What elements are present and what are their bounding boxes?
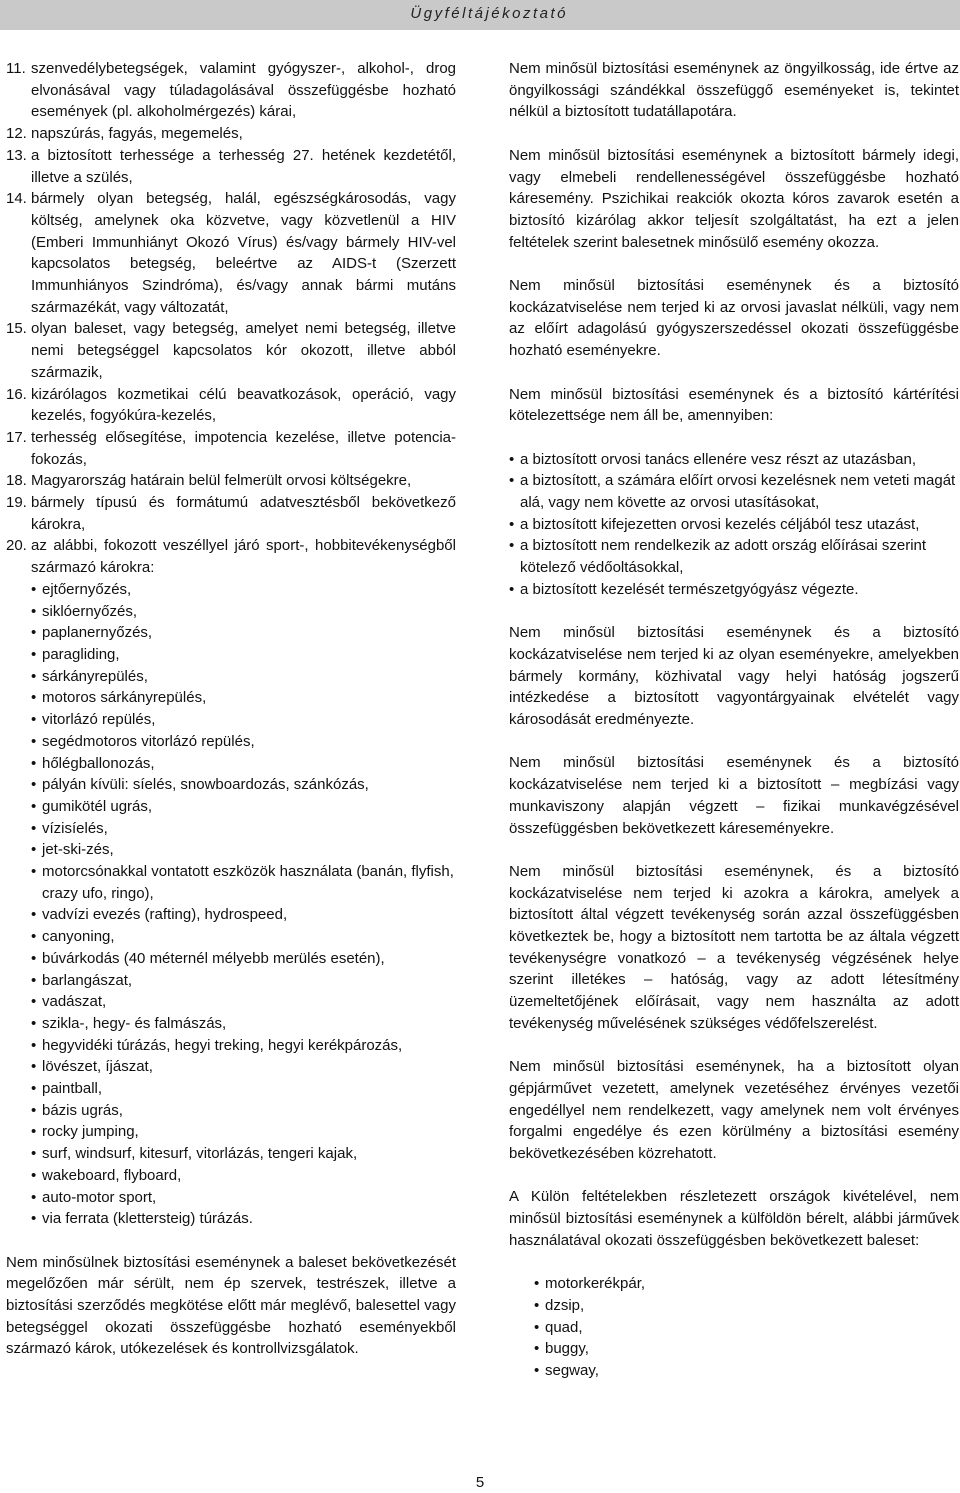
list-item-text: jet-ski-zés, (42, 841, 114, 859)
list-item (509, 579, 959, 601)
list-item-text: segway, (545, 1362, 599, 1380)
list-item (6, 145, 456, 188)
list-item-text: lövészet, íjászat, (42, 1058, 153, 1076)
list-item (6, 58, 456, 123)
bullet-icon: • (31, 645, 37, 663)
list-item (31, 1078, 456, 1100)
list-item (534, 1338, 959, 1360)
bullet-icon: • (31, 667, 37, 685)
bullet-icon: • (31, 928, 37, 946)
list-item-text: hegyvidéki túrázás, hegyi treking, hegyi kerékpározás, (42, 1036, 403, 1054)
list-item (31, 709, 456, 731)
list-item-text: a biztosított orvosi tanács ellenére vesz részt az utazásban, (520, 450, 917, 468)
list-item (6, 318, 456, 383)
bullet-icon: • (31, 602, 37, 620)
bullet-icon: • (534, 1296, 540, 1314)
bullet-icon: • (534, 1362, 540, 1380)
bullet-icon: • (31, 776, 37, 794)
list-item-text: motorkerékpár, (545, 1275, 646, 1293)
paragraph-rented-vehicles: A Külön feltételekben részletezett országok kivételével, nem minősül biztosítási eseménynek a külföldön bérelt, alábbi járművek használatával okozati összefüggésben bekövetkezett baleset: (509, 1188, 959, 1249)
list-item-number: 14. (6, 190, 27, 208)
list-item-text: vitorlázó repülés, (42, 711, 156, 729)
list-item-text: gumikötél ugrás, (42, 797, 153, 815)
list-item-number: 18. (6, 472, 27, 490)
list-item (534, 1295, 959, 1317)
list-item (6, 492, 456, 535)
list-item-text: rocky jumping, (42, 1123, 139, 1141)
list-item (31, 904, 456, 926)
list-item (31, 687, 456, 709)
list-item (31, 991, 456, 1013)
list-item-text: a biztosított terhessége a terhesség 27. hetének kezdetétől, illetve a szülés, (31, 146, 456, 186)
list-item-text: quad, (545, 1318, 583, 1336)
header-title: Ügyféltájékoztató (410, 5, 568, 22)
list-item (31, 622, 456, 644)
list-item (31, 666, 456, 688)
list-item-text: a biztosított kifejezetten orvosi kezelés céljából tesz utazást, (520, 515, 920, 533)
list-item (6, 384, 456, 427)
list-item-text: Magyarország határain belül felmerült orvosi költségekre, (31, 472, 412, 490)
list-item-text: bázis ugrás, (42, 1101, 123, 1119)
bullet-icon: • (31, 1014, 37, 1032)
list-item (31, 579, 456, 601)
bullet-icon: • (31, 1145, 37, 1163)
sports-list (31, 579, 456, 1230)
list-item (31, 861, 456, 904)
right-column (509, 58, 959, 1382)
list-item-text: dzsip, (545, 1296, 585, 1314)
list-item (31, 601, 456, 623)
closing-paragraph: Nem minősülnek biztosítási eseménynek a baleset bekövetkezését megelőzően már sérült, nem ép szervek, testrészek, illetve a biztosítási szerződés megkötése előtt már meglévő, balesettel vagy betegséggel okozati összefüggésbe hozható eseményekből származó károk, utókezelések és kontrollvizsgálatok. (6, 1253, 456, 1358)
bullet-icon: • (509, 537, 515, 555)
bullet-icon: • (31, 863, 37, 881)
paragraph-suicide: Nem minősül biztosítási eseménynek az öngyilkosság, ide értve az öngyilkossági szándékkal összefüggő eseményeket is, tekintet nélkül a biztosított tudatállapotára. (509, 60, 959, 121)
list-item (6, 535, 456, 578)
list-item-text: barlangászat, (42, 971, 133, 989)
list-item (31, 1208, 456, 1230)
list-item (31, 1013, 456, 1035)
list-item (31, 926, 456, 948)
list-item-text: a biztosított nem rendelkezik az adott ország előírásai szerint kötelező védőoltásokkal, (520, 537, 927, 577)
list-item (509, 535, 959, 578)
list-item-number: 16. (6, 385, 27, 403)
bullet-icon: • (31, 624, 37, 642)
list-item-text: paintball, (42, 1080, 103, 1098)
exclusion-list (6, 58, 456, 579)
list-item-text: segédmotoros vitorlázó repülés, (42, 732, 255, 750)
paragraph-regulations: Nem minősül biztosítási eseménynek, és a biztosító kockázatviselése nem terjed ki azokra a károkra, amelyek a biztosított által végzett tevékenység során azzal összefüggésben következtek be, hogy a biztosított nem tartotta be az általa végzett tevékenységre vonatkozó – a tevékenység végzésének helye szerint illetékes – hatóság, vagy az adott létesítmény üzemeltetőjének előírásait, vagy nem használta az adott tevékenység művelésének szükséges védőfelszerelést. (509, 862, 959, 1032)
list-item (31, 818, 456, 840)
list-item (31, 644, 456, 666)
bullet-icon: • (31, 1123, 37, 1141)
list-item (534, 1317, 959, 1339)
list-item (31, 970, 456, 992)
list-item-text: via ferrata (klettersteig) túrázás. (42, 1210, 253, 1228)
list-item (31, 1121, 456, 1143)
bullet-icon: • (31, 689, 37, 707)
list-item-text: vadászat, (42, 993, 107, 1011)
list-item-text: terhesség elősegítése, impotencia kezelése, illetve potencia-fokozás, (31, 428, 456, 468)
bullet-icon: • (31, 906, 37, 924)
list-item-text: búvárkodás (40 méternél mélyebb merülés esetén), (42, 949, 385, 967)
bullet-icon: • (31, 1210, 37, 1228)
list-item (31, 1187, 456, 1209)
paragraph-physical-work: Nem minősül biztosítási eseménynek és a biztosító kockázatviselése nem terjed ki a biztosított – megbízási vagy munkaviszony alapján végzett – fizikai munkavégzésével összefüggésben bekövetkezett káreseményekre. (509, 754, 959, 837)
paragraph-medication: Nem minősül biztosítási eseménynek és a biztosító kockázatviselése nem terjed ki az orvosi javaslat nélküli, vagy nem az előírt adagolású gyógyszerszedéssel okozati összefüggésbe hozható eseményekre. (509, 277, 959, 360)
list-item-number: 11. (6, 60, 26, 77)
list-item (509, 514, 959, 536)
list-item (6, 427, 456, 470)
list-item (31, 753, 456, 775)
list-item-text: kizárólagos kozmetikai célú beavatkozások, operáció, vagy kezelés, fogyókúra-kezelés, (31, 385, 456, 425)
list-item (31, 1056, 456, 1078)
list-item-text: ejtőernyőzés, (42, 580, 132, 598)
list-item (31, 1165, 456, 1187)
bullet-icon: • (31, 1188, 37, 1206)
bullet-icon: • (31, 732, 37, 750)
bullet-icon: • (509, 580, 515, 598)
list-item-text: a biztosított kezelését természetgyógyász végezte. (520, 580, 859, 598)
paragraph-driving: Nem minősül biztosítási eseménynek, ha a biztosított olyan gépjárművet vezetett, amelynek vezetéséhez érvényes vezetői engedéllyel nem rendelkezett, vagy amelynek nem volt érvényes forgalmi engedélye és ezen körülmény a biztosítási esemény bekövetkezésében közrehatott. (509, 1058, 959, 1163)
page-number: 5 (475, 1474, 485, 1491)
list-item-number: 19. (6, 494, 27, 512)
bullet-icon: • (31, 1166, 37, 1184)
list-item (31, 774, 456, 796)
list-item (6, 470, 456, 492)
list-item-text: buggy, (545, 1340, 589, 1358)
list-item-text: auto-motor sport, (42, 1188, 157, 1206)
header-bar (0, 0, 960, 30)
list-item (31, 1100, 456, 1122)
list-item-text: vízisíelés, (42, 819, 108, 837)
list-item (31, 839, 456, 861)
list-item-text: szikla-, hegy- és falmászás, (42, 1014, 227, 1032)
list-item-text: canyoning, (42, 928, 115, 946)
list-item (31, 1035, 456, 1057)
conditions-list (509, 449, 959, 601)
list-item-text: pályán kívüli: síelés, snowboardozás, szánkózás, (42, 776, 369, 794)
bullet-icon: • (31, 1058, 37, 1076)
bullet-icon: • (509, 515, 515, 533)
bullet-icon: • (31, 1101, 37, 1119)
bullet-icon: • (534, 1318, 540, 1336)
list-item-text: bármely típusú és formátumú adatvesztésből bekövetkező károkra, (31, 494, 456, 533)
list-item-text: napszúrás, fagyás, megemelés, (31, 125, 243, 143)
list-item-text: paragliding, (42, 645, 120, 663)
list-item-text: a biztosított, a számára előírt orvosi kezelésnek nem veteti magát alá, vagy nem követte az orvosi utasításokat, (520, 472, 956, 511)
list-item-text: olyan baleset, vagy betegség, amelyet nemi betegség, illetve nemi betegséggel kapcsolatos kór okozott, illetve abból származik, (31, 320, 456, 381)
list-item-text: az alábbi, fokozott veszéllyel járó sport-, hobbitevékenységből származó károkra: (31, 537, 456, 577)
list-item (6, 188, 456, 318)
list-item (31, 731, 456, 753)
vehicles-list (534, 1273, 959, 1382)
list-item-number: 17. (6, 428, 27, 446)
list-item-number: 20. (6, 537, 27, 555)
bullet-icon: • (31, 971, 37, 989)
list-item-text: szenvedélybetegségek, valamint gyógyszer-, alkohol-, drog elvonásával vagy túladagolásával összefüggésbe hozható események (pl. alkoholmérgezés) kárai, (31, 60, 456, 121)
list-item-number: 12. (6, 125, 27, 143)
bullet-icon: • (509, 472, 515, 490)
list-item (6, 123, 456, 145)
bullet-icon: • (31, 819, 37, 837)
bullet-icon: • (31, 754, 37, 772)
paragraph-government: Nem minősül biztosítási eseménynek és a biztosító kockázatviselése nem terjed ki az olyan eseményekre, amelyekben bármely kormány, közhivatal vagy helyi hatóság jogszerű intézkedése a biztosított vagyontárgyainak elvételét vagy károsodását eredményezte. (509, 624, 959, 729)
list-item-text: paplanernyőzés, (42, 624, 153, 642)
bullet-icon: • (31, 993, 37, 1011)
list-item (31, 1143, 456, 1165)
list-item (534, 1273, 959, 1295)
list-item-text: motoros sárkányrepülés, (42, 689, 207, 707)
bullet-icon: • (534, 1275, 540, 1293)
list-item (31, 796, 456, 818)
list-item-text: siklóernyőzés, (42, 602, 138, 620)
bullet-icon: • (31, 841, 37, 859)
paragraph-mental: Nem minősül biztosítási eseménynek a biztosított bármely idegi, vagy elmebeli rendellenességével összefüggésbe hozható káresemény. Pszichikai reakciók okozta kóros zavarok esetén a biztosító kizárólag akkor teljesít szolgáltatást, ha ezt a jelen feltételek szerint balesetnek minősülő esemény okozza. (509, 146, 959, 251)
list-item-text: motorcsónakkal vontatott eszközök használata (banán, flyfish, crazy ufo, ringo), (42, 863, 454, 902)
bullet-icon: • (31, 797, 37, 815)
list-item-text: surf, windsurf, kitesurf, vitorlázás, tengeri kajak, (42, 1145, 358, 1163)
bullet-icon: • (31, 949, 37, 967)
bullet-icon: • (534, 1340, 540, 1358)
list-item (31, 948, 456, 970)
list-item-number: 15. (6, 320, 27, 338)
list-item (509, 470, 959, 513)
list-item (509, 449, 959, 471)
list-item-number: 13. (6, 146, 27, 164)
list-item-text: sárkányrepülés, (42, 667, 148, 685)
bullet-icon: • (509, 450, 515, 468)
list-item-text: hőlégballonozás, (42, 754, 155, 772)
list-item-text: wakeboard, flyboard, (42, 1166, 182, 1184)
list-item (534, 1360, 959, 1382)
bullet-icon: • (31, 1080, 37, 1098)
bullet-icon: • (31, 580, 37, 598)
list-item-text: vadvízi evezés (rafting), hydrospeed, (42, 906, 288, 924)
left-column (6, 58, 456, 1360)
bullet-icon: • (31, 1036, 37, 1054)
paragraph-conditions-intro: Nem minősül biztosítási eseménynek és a biztosító kártérítési kötelezettsége nem áll be, amennyiben: (509, 385, 959, 425)
list-item-text: bármely olyan betegség, halál, egészségkárosodás, vagy költség, amelynek oka közvetve, vagy közvetlenül a HIV (Emberi Immunhiányt Okozó Vírus) és/vagy bármely HIV-vel kapcsolatos betegség, beleértve az AIDS-t (Szerzett Immunhiányos Szindróma), és/vagy annak bármi mutáns származékát, vagy változatát, (31, 190, 456, 316)
bullet-icon: • (31, 711, 37, 729)
